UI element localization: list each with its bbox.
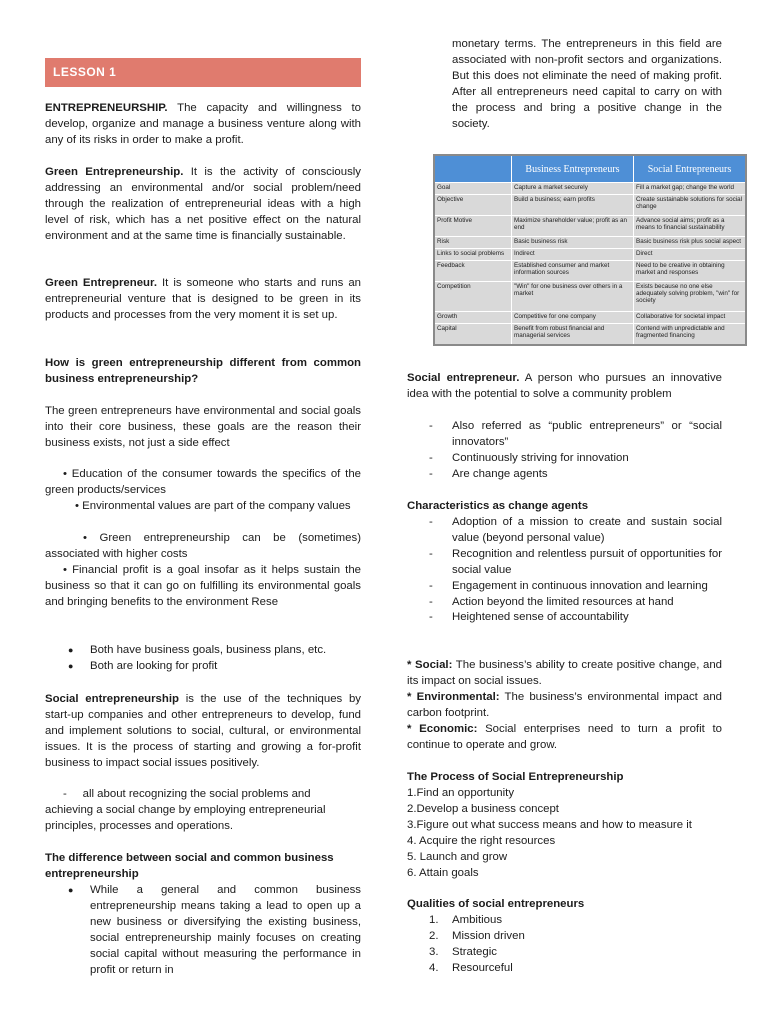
- continued-paragraph: monetary terms. The entrepreneurs in this field are associated with non-profit sectors and organizations. But this does not eliminate the need of making profit. After all entrepreneurs need capital to carry on with the process and bring a positive change in the society.: [452, 38, 722, 130]
- list-item: - Engagement in continuous innovation and learning: [407, 579, 722, 595]
- table-cell: Build a business; earn profits: [512, 195, 634, 216]
- similarities-list: [45, 643, 361, 675]
- social-entrepreneur-term: Social entrepreneur.: [407, 372, 520, 384]
- list-item: 5. Launch and grow: [407, 850, 508, 863]
- list-item: - Heightened sense of accountability: [407, 610, 722, 626]
- list-item: 4. Resourceful: [429, 961, 513, 974]
- table-cell: Direct: [634, 249, 747, 261]
- table-cell: Profit Motive: [434, 216, 512, 237]
- process-steps: [407, 786, 722, 881]
- table-row: [434, 216, 746, 237]
- table-cell: Established consumer and market information sources: [512, 261, 634, 282]
- list-item: - Are change agents: [407, 467, 722, 483]
- table-cell: Benefit from robust financial and managerial services: [512, 323, 634, 345]
- table-row: [434, 282, 746, 311]
- green-entrepreneurship-definition: Green Entrepreneurship. It is the activity of consciously addressing an environmental and/or social problem/need through the realization of entrepreneurial ideas with a high level of risk, which has a net positive effect on the natural environment and at the same time is financially sustainable.: [45, 166, 361, 242]
- list-item: 3.Figure out what success means and how to measure it: [407, 818, 692, 831]
- process-heading: The Process of Social Entrepreneurship: [407, 771, 624, 783]
- qualities-list: [407, 913, 722, 977]
- list-item: - Adoption of a mission to create and sustain social value (beyond personal value): [407, 515, 722, 547]
- social-dimension: * Social: The business’s ability to create positive change, and its impact on social issues.: [407, 659, 723, 687]
- bullet-environmental-values: • Environmental values are part of the company values: [75, 500, 351, 512]
- list-item: ● Both have business goals, business plans, etc.: [45, 643, 361, 659]
- list-item: 2.Develop a business concept: [407, 802, 559, 815]
- green-entrepreneur-term: Green Entrepreneur.: [45, 277, 157, 289]
- bullet-financial-profit: • Financial profit is a goal insofar as it helps sustain the business so that it can go on fulfilling its environmental goals and bringing benefits to the environment Rese: [45, 564, 361, 608]
- table-header-cell: [434, 155, 512, 183]
- list-item: 3. Strategic: [429, 945, 497, 958]
- green-entrepreneurship-term: Green Entrepreneurship.: [45, 166, 184, 178]
- list-item: 6. Attain goals: [407, 866, 479, 879]
- table-cell: Exists because no one else adequately solving problem, "win" for society: [634, 282, 747, 311]
- table-row: [434, 323, 746, 345]
- qualities-heading: Qualities of social entrepreneurs: [407, 898, 585, 910]
- table-cell: Basic business risk: [512, 236, 634, 248]
- list-item: 1. Ambitious: [429, 914, 503, 926]
- characteristics-heading: Characteristics as change agents: [407, 500, 589, 512]
- table-cell: Feedback: [434, 261, 512, 282]
- green-entrepreneur-definition: Green Entrepreneur. It is someone who starts and runs an entrepreneurial venture that is designed to be green in its products and processes from the very moment it is set up.: [45, 277, 361, 321]
- table-cell: Indirect: [512, 249, 634, 261]
- table-header-cell: Business Entrepreneurs: [512, 155, 634, 183]
- list-item: 2. Mission driven: [429, 929, 525, 942]
- characteristics-list: [407, 515, 722, 626]
- list-item: ● While a general and common business entrepreneurship means taking a lead to open up a new business or diversifying the existing business, social entrepreneurship mainly focuses on creating social capital without measuring the performance in profit or return in: [45, 883, 361, 978]
- table-cell: Capture a market securely: [512, 183, 634, 195]
- entrepreneurship-definition: ENTREPRENEURSHIP. The capacity and willingness to develop, organize and manage a business venture along with any of its risks in order to make a profit.: [45, 102, 361, 146]
- table-row: [434, 236, 746, 248]
- question-heading: How is green entrepreneurship different from common business entrepreneurship?: [45, 357, 361, 385]
- table-cell: Advance social aims; profit as a means to financial sustainability: [634, 216, 747, 237]
- list-item: - Also referred as “public entrepreneurs” or “social innovators”: [407, 419, 722, 451]
- list-item: 4. Acquire the right resources: [407, 834, 556, 847]
- table-cell: Links to social problems: [434, 249, 512, 261]
- table-header-cell: Social Entrepreneurs: [634, 155, 747, 183]
- list-item: 1.Find an opportunity: [407, 787, 515, 799]
- table-cell: Fill a market gap; change the world: [634, 183, 747, 195]
- social-entrepreneurship-term: Social entrepreneurship: [45, 693, 179, 705]
- difference-list: [45, 883, 361, 978]
- table-cell: Goal: [434, 183, 512, 195]
- table-cell: Growth: [434, 311, 512, 323]
- table-cell: Capital: [434, 323, 512, 345]
- bullet-consumer-education: • Education of the consumer towards the specifics of the green products/services: [45, 468, 361, 496]
- social-entrepreneur-definition: Social entrepreneur. A person who pursues an innovative idea with the potential to solve a community problem: [407, 372, 722, 400]
- table-cell: Need to be creative in obtaining market and responses: [634, 261, 747, 282]
- list-item: ● Both are looking for profit: [45, 659, 361, 675]
- green-goals-paragraph: The green entrepreneurs have environmental and social goals into their core business, these goals are the reason their business exists, not just a side effect: [45, 405, 361, 449]
- table-cell: "Win" for one business over others in a market: [512, 282, 634, 311]
- table-row: [434, 183, 746, 195]
- economic-dimension: * Economic: Social enterprises need to turn a profit to continue to operate and grow.: [407, 723, 722, 751]
- table-header-row: [434, 155, 746, 183]
- list-item: - Continuously striving for innovation: [407, 451, 722, 467]
- social-entrepreneurship-note: - all about recognizing the social problems and achieving a social change by employing entrepreneurial principles, processes and operations.: [45, 788, 326, 832]
- entrepreneurship-term: ENTREPRENEURSHIP.: [45, 102, 168, 114]
- difference-heading: The difference between social and common business entrepreneurship: [45, 852, 334, 880]
- list-item: - Action beyond the limited resources at hand: [407, 595, 722, 611]
- table-cell: Collaborative for societal impact: [634, 311, 747, 323]
- table-row: [434, 249, 746, 261]
- table-cell: Create sustainable solutions for social change: [634, 195, 747, 216]
- table-cell: Contend with unpredictable and fragmented financing: [634, 323, 747, 345]
- bullet-higher-costs: • Green entrepreneurship can be (sometimes) associated with higher costs: [45, 532, 361, 560]
- list-item: - Recognition and relentless pursuit of opportunities for social value: [407, 547, 722, 579]
- social-entrepreneur-traits: [407, 419, 722, 483]
- table-cell: Basic business risk plus social aspect: [634, 236, 747, 248]
- social-entrepreneurship-definition: Social entrepreneurship is the use of the techniques by start-up companies and other entrepreneurs to develop, fund and implement solutions to social, cultural, or environmental issues. It is the process of starting and growing a for-profit business to impact social issues positively.: [45, 693, 361, 769]
- table-cell: Objective: [434, 195, 512, 216]
- comparison-table: [433, 154, 747, 346]
- table-row: [434, 261, 746, 282]
- table-row: [434, 311, 746, 323]
- table-row: [434, 195, 746, 216]
- environmental-dimension: * Environmental: The business’s environmental impact and carbon footprint.: [407, 691, 722, 719]
- table-cell: Risk: [434, 236, 512, 248]
- table-cell: Maximize shareholder value; profit as an end: [512, 216, 634, 237]
- table-cell: Competition: [434, 282, 512, 311]
- lesson-banner: LESSON 1: [45, 58, 361, 87]
- table-cell: Competitive for one company: [512, 311, 634, 323]
